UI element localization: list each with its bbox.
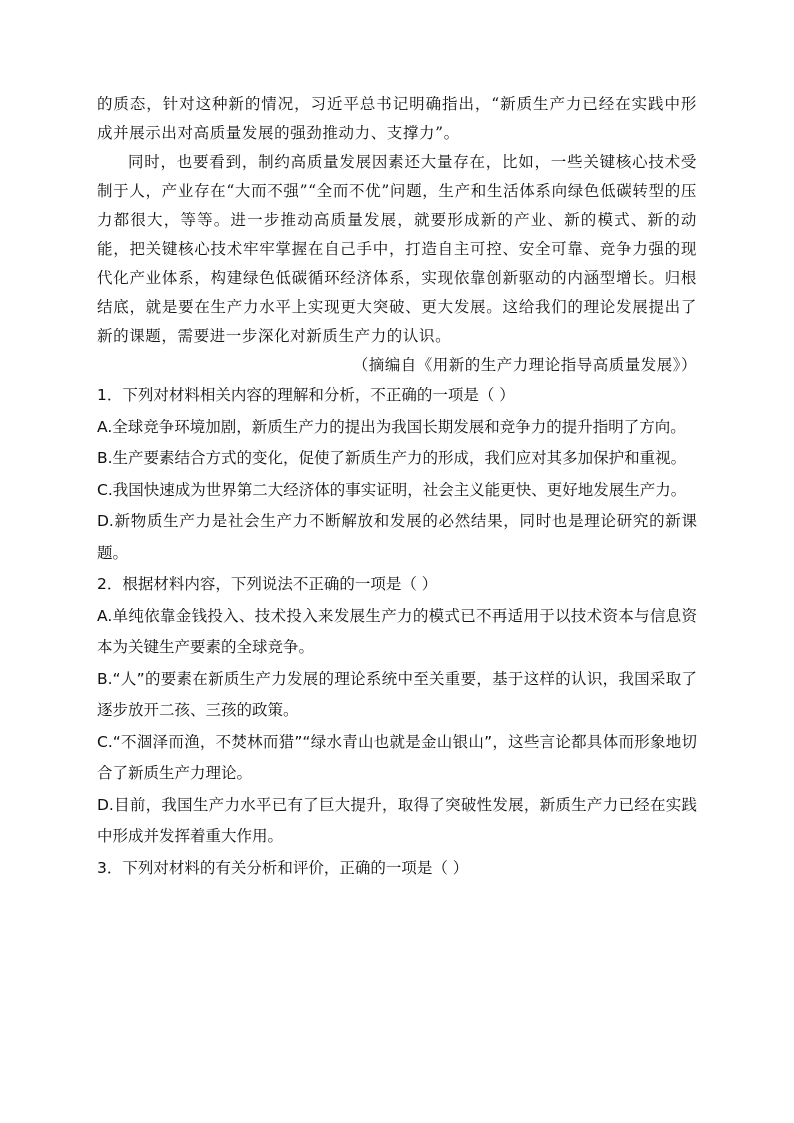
passage-paragraph-1: 的质态，针对这种新的情况，习近平总书记明确指出，“新质生产力已经在实践中形成并展示出对高质量发展的强劲推动力、支撑力”。 xyxy=(97,95,697,142)
question-2-option-a: A.单纯依靠金钱投入、技术投入来发展生产力的模式已不再适用于以技术资本与信息资本为关键生产要素的全球竞争。 xyxy=(97,606,697,656)
reading-passage xyxy=(97,90,697,380)
question-2-option-b: B.“人”的要素在新质生产力发展的理论系统中至关重要，基于这样的认识，我国采取了逐步放开二孩、三孩的政策。 xyxy=(97,669,697,719)
question-3 xyxy=(97,853,697,885)
question-3-stem: 3．下列对材料的有关分析和评价，正确的一项是（ ） xyxy=(97,858,469,877)
question-1-stem: 1．下列对材料相关内容的理解和分析，不正确的一项是（ ） xyxy=(97,386,515,404)
question-2-option-c: C.“不涸泽而渔，不焚林而猎”“绿水青山也就是金山银山”，这些言论都具体而形象地切合了新质生产力理论。 xyxy=(97,732,697,782)
question-list xyxy=(97,380,697,884)
question-2 xyxy=(97,569,697,853)
document-page xyxy=(97,90,697,884)
question-2-stem: 2．根据材料内容，下列说法不正确的一项是（ ） xyxy=(97,575,438,593)
passage-paragraph-2: 同时，也要看到，制约高质量发展因素还大量存在，比如，一些关键核心技术受制于人，产业存在“大而不强”“全而不优”问题，生产和生活体系向绿色低碳转型的压力都很大，等等。进一步推动高质量发展，就要形成新的产业、新的模式、新的动能，把关键核心技术牢牢掌握在自己手中，打造自主可控、安全可靠、竞争力强的现代化产业体系，构建绿色低碳循环经济体系，实现依靠创新驱动的内涵型增长。归根结底，就是要在生产力水平上实现更大突破、更大发展。这给我们的理论发展提出了新的课题，需要进一步深化对新质生产力的认识。 xyxy=(97,153,697,345)
question-2-option-d: D.目前，我国生产力水平已有了巨大提升，取得了突破性发展，新质生产力已经在实践中形成并发挥着重大作用。 xyxy=(97,795,697,845)
question-1-option-c: C.我国快速成为世界第二大经济体的事实证明，社会主义能更快、更好地发展生产力。 xyxy=(97,480,687,499)
question-1-option-b: B.生产要素结合方式的变化，促使了新质生产力的形成，我们应对其多加保护和重视。 xyxy=(97,449,687,467)
question-1 xyxy=(97,380,697,569)
question-1-option-a: A.全球竞争环境加剧，新质生产力的提出为我国长期发展和竞争力的提升指明了方向。 xyxy=(97,417,686,436)
question-1-option-d: D.新物质生产力是社会生产力不断解放和发展的必然结果，同时也是理论研究的新课题。 xyxy=(97,512,697,562)
passage-source: （摘编自《用新的生产力理论指导高质量发展》） xyxy=(352,356,697,374)
